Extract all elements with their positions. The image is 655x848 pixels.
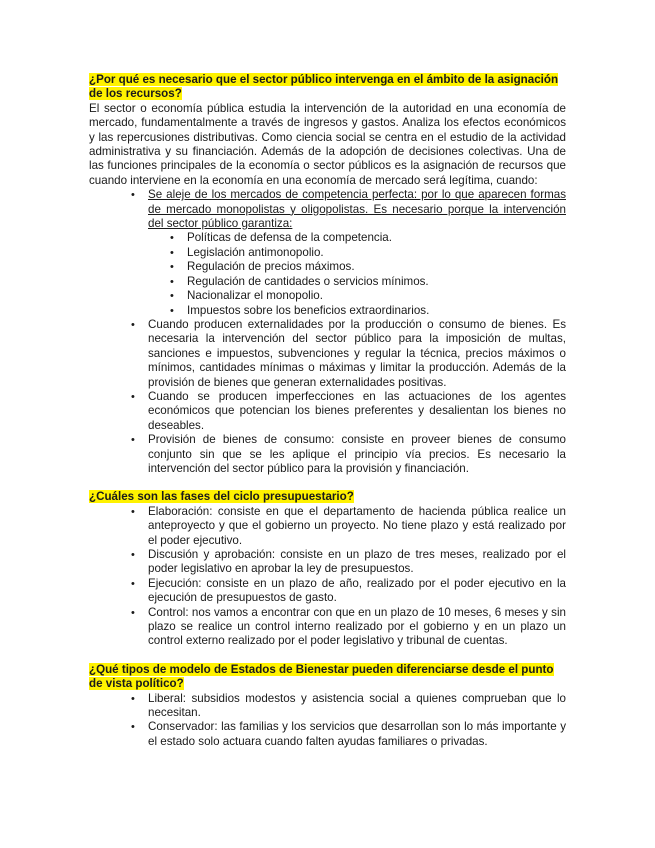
list-item: • Políticas de defensa de la competencia.	[89, 231, 566, 245]
spacer	[89, 476, 566, 490]
list-item: • Cuando producen externalidades por la producción o consumo de bienes. Es necesaria la intervención del sector público para la imposición de multas, sanciones e impuestos, subvenciones y regular la técnica, precios máximos o mínimos, cantidades mínimas o máximas y limitar la producción. Además de la provisión de bienes que generan externalidades positivas.	[89, 318, 566, 390]
list-item: • Regulación de precios máximos.	[89, 260, 566, 274]
list-item: • Conservador: las familias y los servicios que desarrollan son lo más importante y el estado solo actuara cuando falten ayudas familiares o privadas.	[89, 720, 566, 749]
paragraph-intro: El sector o economía pública estudia la intervención de la autoridad en una economía de mercado, fundamentalmente a través de ingresos y gastos. Analiza los efectos económicos y las repercusiones distributivas. Como ciencia social se centra en el estudio de la actividad administrativa y su financiación. Además de la adopción de decisiones colectivas. Una de las funciones principales de la economía o sector públicos es la asignación de recursos que cuando interviene en la economía en una economía de mercado será legítima, cuando:	[89, 101, 566, 187]
bullet-list-budget-cycle	[89, 505, 566, 649]
list-item-text: Se aleje de los mercados de competencia perfecta: por lo que aparecen formas de mercado monopolistas y oligopolistas. Es necesario porque la intervención del sector público garantiza:	[148, 188, 566, 231]
document-body	[89, 73, 566, 749]
list-item: • Nacionalizar el monopolio.	[89, 289, 566, 303]
list-item: • Provisión de bienes de consumo: consiste en proveer bienes de consumo conjunto sin que se les aplique el principio vía precios. Es necesario la intervención del sector público para la provisión y financiación.	[89, 433, 566, 476]
list-item: • Discusión y aprobación: consiste en un plazo de tres meses, realizado por el poder legislativo en aprobar la ley de presupuestos.	[89, 548, 566, 577]
list-item: • Ejecución: consiste en un plazo de año, realizado por el poder ejecutivo en la ejecución de presupuestos de gasto.	[89, 577, 566, 606]
highlight: ¿Qué tipos de modelo de Estados de Bienestar pueden diferenciarse desde el punto de vista político?	[89, 662, 554, 691]
list-item: • Control: nos vamos a encontrar con que en un plazo de 10 meses, 6 meses y sin plazo se realice un control interno realizado por el gobierno y en un plazo un control externo realizado por el poder legislativo y tribunal de cuentas.	[89, 606, 566, 649]
bullet-list-welfare-state	[89, 692, 566, 750]
list-item: • Legislación antimonopolio.	[89, 246, 566, 260]
list-item	[89, 188, 566, 318]
section-heading-allocation	[89, 73, 566, 102]
highlight: ¿Cuáles son las fases del ciclo presupuestario?	[89, 490, 354, 504]
section-heading-budget-cycle	[89, 490, 566, 504]
list-item: • Impuestos sobre los beneficios extraordinarios.	[89, 304, 566, 318]
list-item: • Liberal: subsidios modestos y asistencia social a quienes comprueban que lo necesitan.	[89, 692, 566, 721]
highlight: ¿Por qué es necesario que el sector público intervenga en el ámbito de la asignación de los recursos?	[89, 73, 559, 101]
bullet-list-allocation	[89, 188, 566, 476]
section-heading-welfare-state	[89, 663, 566, 692]
list-item: • Regulación de cantidades o servicios mínimos.	[89, 275, 566, 289]
sub-bullet-list	[148, 231, 566, 317]
list-item: • Elaboración: consiste en que el departamento de hacienda pública realice un anteproyecto y que el gobierno un proyecto. No tiene plazo y está realizado por el poder ejecutivo.	[89, 505, 566, 548]
list-item: • Cuando se producen imperfecciones en las actuaciones de los agentes económicos que potencian los bienes preferentes y desalientan los bienes no deseables.	[89, 390, 566, 433]
spacer	[89, 649, 566, 663]
